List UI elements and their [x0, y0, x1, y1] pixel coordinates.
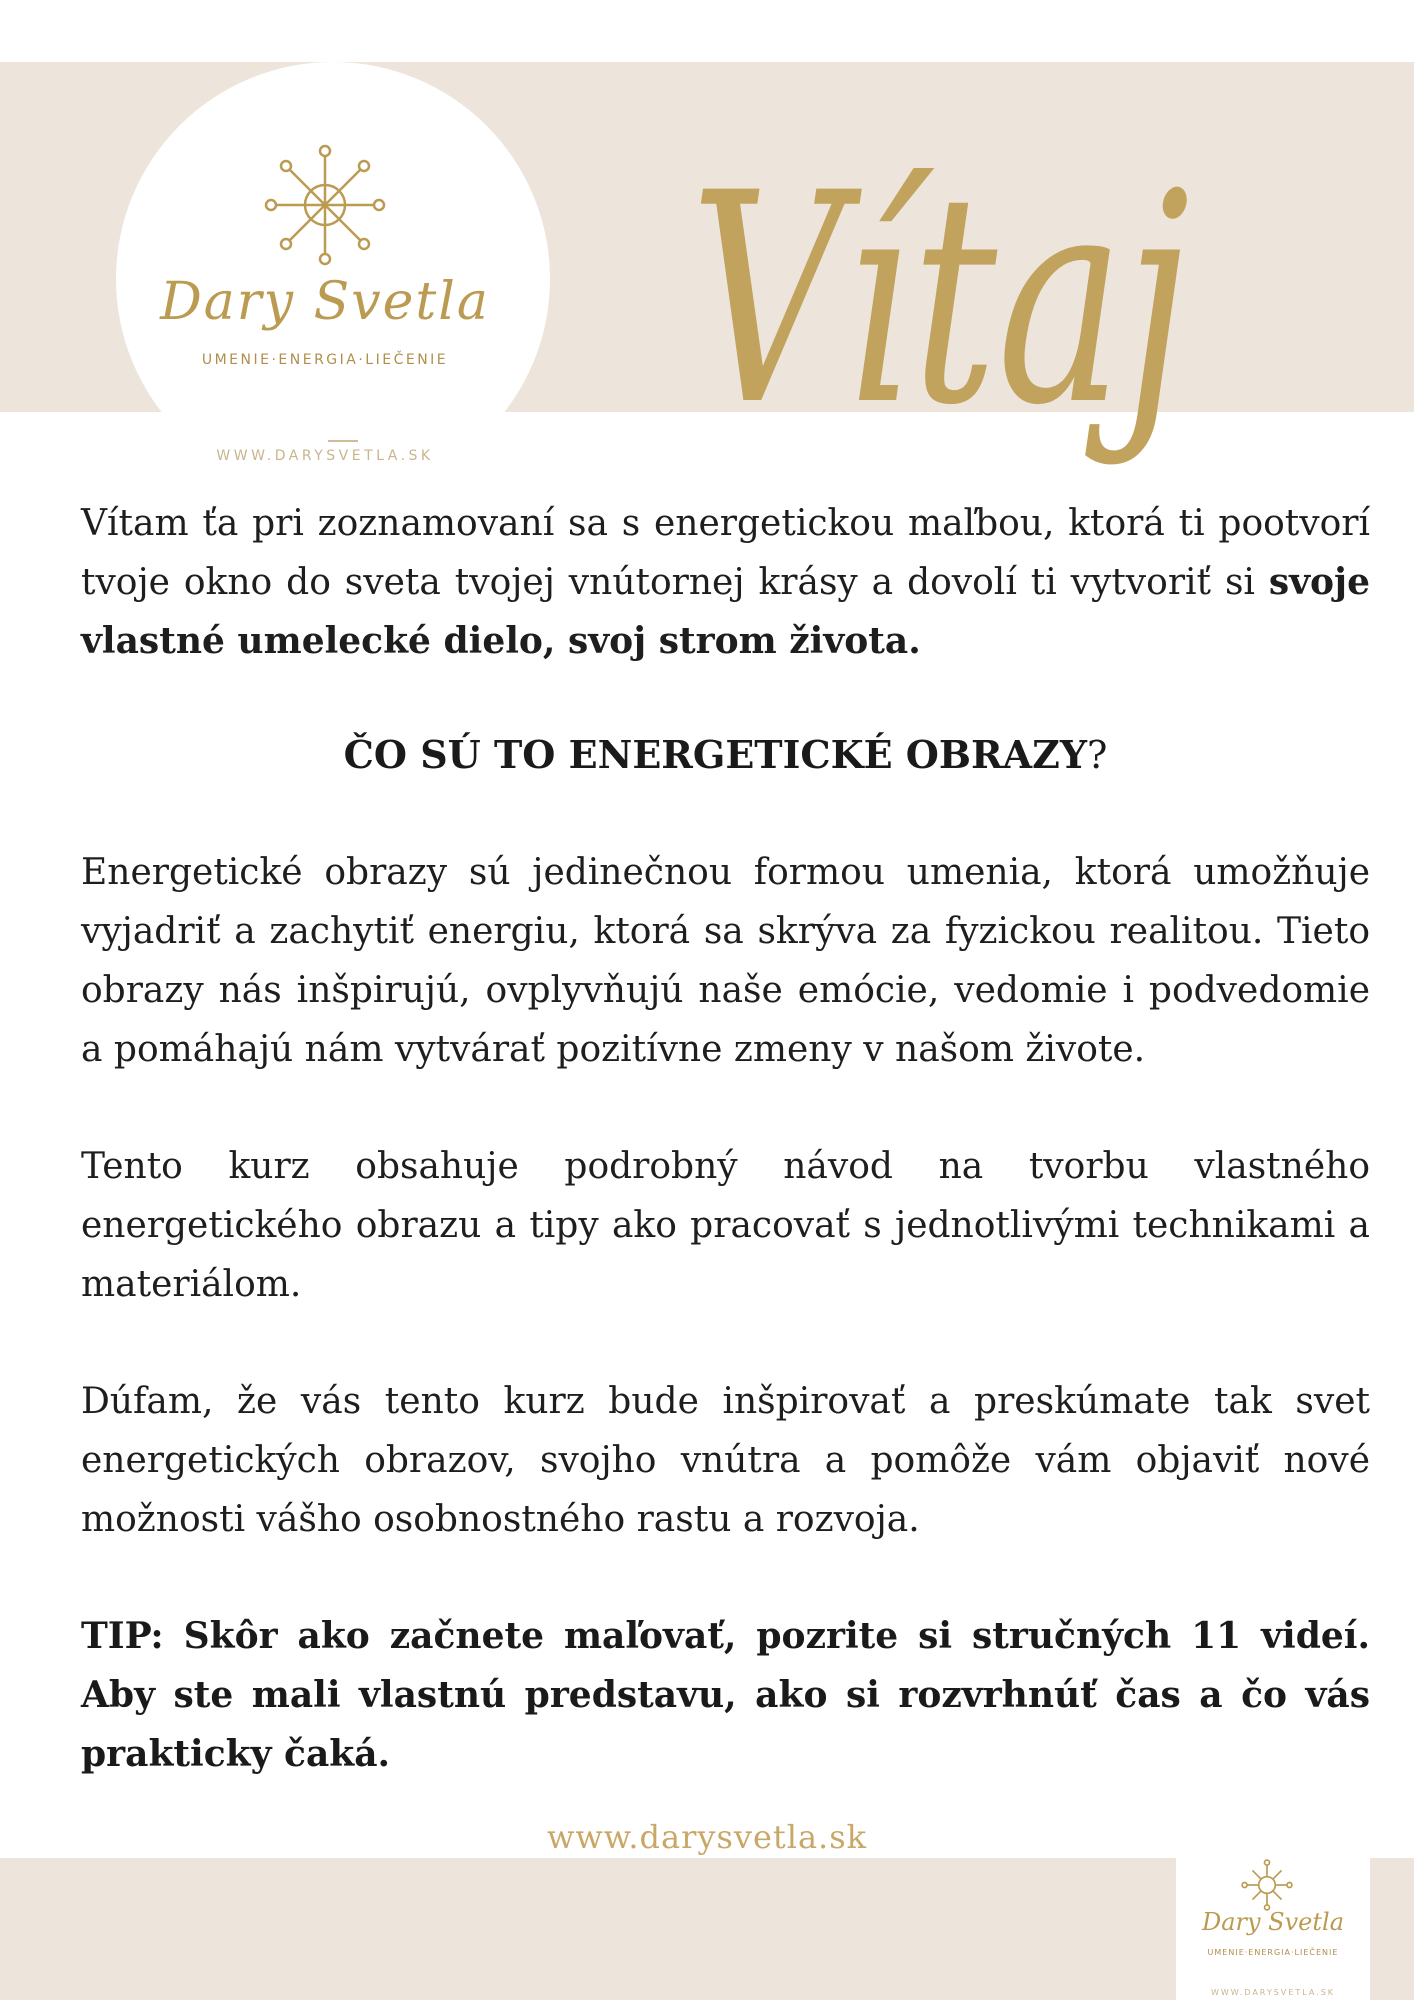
footer-url[interactable]: www.darysvetla.sk — [546, 1818, 868, 1856]
sun-emblem-icon — [260, 140, 390, 270]
intro-text: Vítam ťa pri zoznamovaní sa s energetickou maľbou, ktorá ti pootvorí tvoje okno do sveta tvojej vnútornej krásy a dovolí ti vytvoriť si — [81, 503, 1370, 603]
mini-logo-script: Dary Svetla — [1201, 1908, 1345, 1936]
intro-bold: svoje vlastné umelecké dielo, svoj strom života. — [81, 561, 1370, 662]
welcome-title-text: Vítaj — [690, 132, 1190, 469]
main-content — [81, 494, 1370, 1784]
paragraph-3: Dúfam, že vás tento kurz bude inšpirovať a preskúmate tak svet energetických obrazov, svojho vnútra a pomôže vám objaviť nové možnosti vášho osobnostného rastu a rozvoja. — [81, 1381, 1370, 1540]
paragraph-2: Tento kurz obsahuje podrobný návod na tvorbu vlastného energetického obrazu a tipy ako pracovať s jednotlivými technikami a materiálom. — [81, 1146, 1370, 1305]
mini-logo-tagline: UMENIE·ENERGIA·LIEČENIE — [1207, 1948, 1339, 1957]
logo-url: WWW.DARYSVETLA.SK — [216, 448, 434, 464]
welcome-title — [670, 70, 1210, 490]
intro-paragraph — [81, 494, 1370, 671]
heading-mark: ? — [1086, 733, 1108, 777]
logo-script: Dary Svetla — [160, 272, 490, 332]
mini-sun-emblem-icon — [1240, 1858, 1294, 1912]
mini-logo-url: WWW.DARYSVETLA.SK — [1210, 1988, 1336, 1997]
heading-text: ČO SÚ TO ENERGETICKÉ OBRAZY — [343, 732, 1087, 777]
tip-paragraph: TIP: Skôr ako začnete maľovať, pozrite si stručných 11 videí. Aby ste mali vlastnú predstavu, ako si rozvrhnúť čas a čo vás prakticky čaká. — [81, 1615, 1370, 1775]
divider — [328, 440, 358, 442]
logo-tagline: UMENIE·ENERGIA·LIEČENIE — [201, 352, 449, 368]
section-heading — [81, 725, 1370, 785]
paragraph-1: Energetické obrazy sú jedinečnou formou umenia, ktorá umožňuje vyjadriť a zachytiť energiu, ktorá sa skrýva za fyzickou realitou. Tieto obrazy nás inšpirujú, ovplyvňujú naše emócie, vedomie i podvedomie a pomáhajú nám vytvárať pozitívne zmeny v našom živote. — [81, 852, 1370, 1070]
